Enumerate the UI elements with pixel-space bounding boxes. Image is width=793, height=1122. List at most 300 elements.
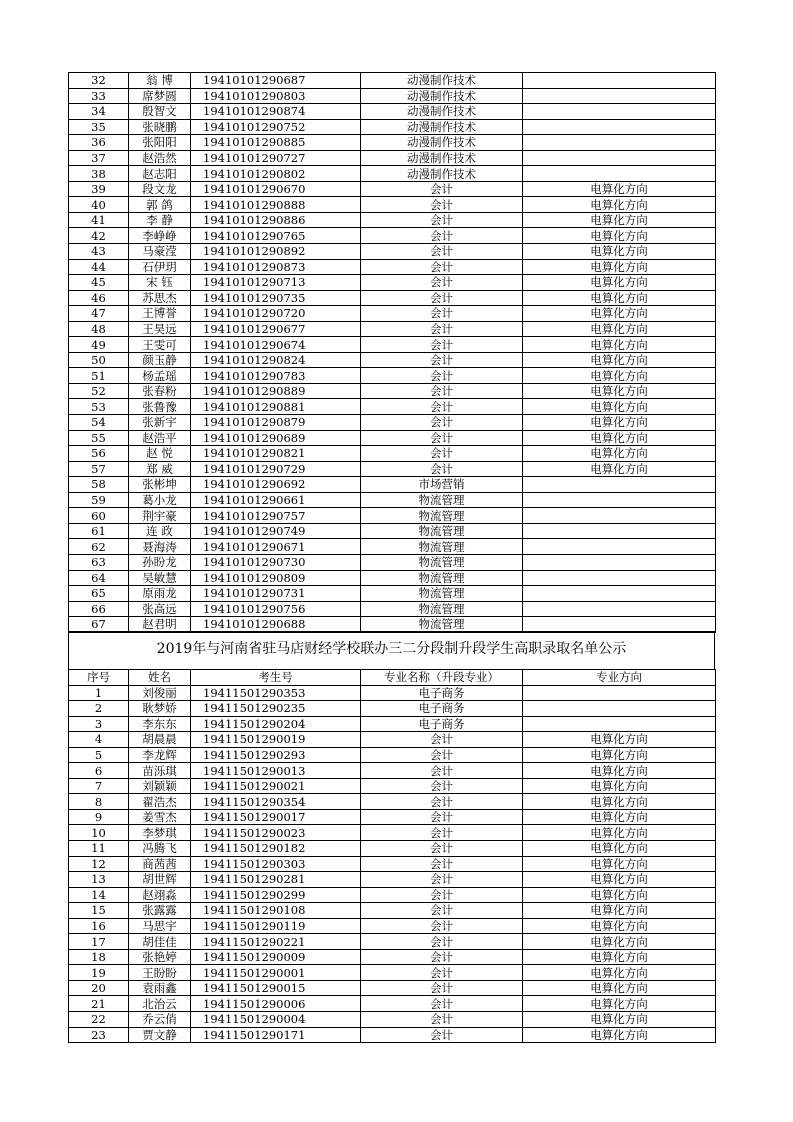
cell-no: 14 <box>69 887 129 903</box>
cell-major: 会计 <box>361 980 523 996</box>
cell-major: 动漫制作技术 <box>361 135 523 151</box>
cell-exam-id: 19411501290303 <box>191 856 361 872</box>
table-row <box>69 570 716 586</box>
table-row <box>69 523 716 539</box>
table-row <box>69 934 716 950</box>
cell-no: 32 <box>69 73 129 89</box>
table-row <box>69 244 716 260</box>
cell-no: 50 <box>69 352 129 368</box>
cell-no: 22 <box>69 1012 129 1028</box>
table-row <box>69 228 716 244</box>
cell-no: 49 <box>69 337 129 353</box>
cell-major: 物流管理 <box>361 586 523 602</box>
cell-exam-id: 19410101290765 <box>191 228 361 244</box>
cell-name: 杨孟瑶 <box>129 368 191 384</box>
cell-major: 物流管理 <box>361 617 523 633</box>
cell-major: 会计 <box>361 809 523 825</box>
cell-name: 席梦圆 <box>129 88 191 104</box>
cell-no: 12 <box>69 856 129 872</box>
cell-name: 赵浩然 <box>129 150 191 166</box>
cell-direction: 电算化方向 <box>523 778 716 794</box>
cell-name: 王雯可 <box>129 337 191 353</box>
cell-direction: 电算化方向 <box>523 197 716 213</box>
cell-name: 葛小龙 <box>129 492 191 508</box>
cell-name: 姜雪杰 <box>129 809 191 825</box>
cell-name: 苗泺琪 <box>129 763 191 779</box>
cell-exam-id: 19410101290879 <box>191 415 361 431</box>
cell-no: 2 <box>69 701 129 717</box>
cell-exam-id: 19410101290881 <box>191 399 361 415</box>
table-row <box>69 601 716 617</box>
table-row <box>69 135 716 151</box>
cell-name: 孙盼龙 <box>129 554 191 570</box>
cell-direction: 电算化方向 <box>523 949 716 965</box>
cell-exam-id: 19411501290353 <box>191 685 361 701</box>
cell-major: 会计 <box>361 337 523 353</box>
cell-direction: 电算化方向 <box>523 228 716 244</box>
cell-direction: 电算化方向 <box>523 1012 716 1028</box>
cell-major: 会计 <box>361 763 523 779</box>
cell-direction: 电算化方向 <box>523 918 716 934</box>
table-row <box>69 150 716 166</box>
cell-exam-id: 19410101290821 <box>191 446 361 462</box>
table-row <box>69 825 716 841</box>
table-row <box>69 732 716 748</box>
table-row <box>69 586 716 602</box>
table-row <box>69 399 716 415</box>
table-row <box>69 461 716 477</box>
table-row <box>69 554 716 570</box>
cell-exam-id: 19411501290354 <box>191 794 361 810</box>
cell-major: 会计 <box>361 430 523 446</box>
table-row <box>69 747 716 763</box>
cell-name: 连 政 <box>129 523 191 539</box>
cell-exam-id: 19410101290873 <box>191 259 361 275</box>
cell-no: 42 <box>69 228 129 244</box>
cell-major: 会计 <box>361 794 523 810</box>
cell-no: 36 <box>69 135 129 151</box>
cell-name: 张春粉 <box>129 383 191 399</box>
cell-no: 54 <box>69 415 129 431</box>
cell-exam-id: 19411501290004 <box>191 1012 361 1028</box>
cell-name: 冯腾飞 <box>129 841 191 857</box>
cell-no: 65 <box>69 586 129 602</box>
table-row <box>69 965 716 981</box>
cell-name: 李 静 <box>129 212 191 228</box>
cell-direction: 电算化方向 <box>523 794 716 810</box>
table-row <box>69 617 716 633</box>
cell-direction: 电算化方向 <box>523 259 716 275</box>
table-row <box>69 492 716 508</box>
table-row <box>69 903 716 919</box>
table-row <box>69 73 716 89</box>
cell-name: 李东东 <box>129 716 191 732</box>
cell-exam-id: 19410101290670 <box>191 181 361 197</box>
cell-exam-id: 19410101290687 <box>191 73 361 89</box>
cell-exam-id: 19411501290108 <box>191 903 361 919</box>
cell-direction: 电算化方向 <box>523 856 716 872</box>
table-row <box>69 887 716 903</box>
cell-no: 8 <box>69 794 129 810</box>
cell-direction: 电算化方向 <box>523 399 716 415</box>
cell-direction: 电算化方向 <box>523 368 716 384</box>
cell-direction: 电算化方向 <box>523 809 716 825</box>
cell-no: 15 <box>69 903 129 919</box>
cell-no: 4 <box>69 732 129 748</box>
cell-no: 40 <box>69 197 129 213</box>
cell-name: 张鲁豫 <box>129 399 191 415</box>
table-row <box>69 197 716 213</box>
cell-no: 5 <box>69 747 129 763</box>
table-body <box>69 685 716 1043</box>
cell-name: 乔云俏 <box>129 1012 191 1028</box>
table-row <box>69 275 716 291</box>
cell-exam-id: 19410101290885 <box>191 135 361 151</box>
cell-no: 61 <box>69 523 129 539</box>
cell-direction <box>523 104 716 120</box>
cell-exam-id: 19410101290752 <box>191 119 361 135</box>
cell-name: 胡世辉 <box>129 872 191 888</box>
cell-direction: 电算化方向 <box>523 352 716 368</box>
cell-exam-id: 19410101290783 <box>191 368 361 384</box>
cell-direction: 电算化方向 <box>523 980 716 996</box>
cell-direction: 电算化方向 <box>523 446 716 462</box>
table-row <box>69 368 716 384</box>
cell-major: 会计 <box>361 306 523 322</box>
cell-exam-id: 19411501290006 <box>191 996 361 1012</box>
cell-no: 18 <box>69 949 129 965</box>
cell-name: 赵 悦 <box>129 446 191 462</box>
cell-exam-id: 19410101290802 <box>191 166 361 182</box>
cell-no: 19 <box>69 965 129 981</box>
section-title: 2019年与河南省驻马店财经学校联办三二分段制升段学生高职录取名单公示 <box>156 641 627 657</box>
cell-name: 马豪滢 <box>129 244 191 260</box>
cell-direction <box>523 119 716 135</box>
table-row <box>69 794 716 810</box>
cell-name: 原雨龙 <box>129 586 191 602</box>
cell-exam-id: 19410101290692 <box>191 477 361 493</box>
cell-name: 荆宇豪 <box>129 508 191 524</box>
cell-no: 44 <box>69 259 129 275</box>
cell-direction: 电算化方向 <box>523 212 716 228</box>
cell-exam-id: 19411501290013 <box>191 763 361 779</box>
cell-exam-id: 19410101290713 <box>191 275 361 291</box>
cell-major: 电子商务 <box>361 716 523 732</box>
cell-name: 王盼盼 <box>129 965 191 981</box>
cell-exam-id: 19411501290019 <box>191 732 361 748</box>
cell-no: 64 <box>69 570 129 586</box>
cell-no: 51 <box>69 368 129 384</box>
cell-no: 34 <box>69 104 129 120</box>
cell-major: 会计 <box>361 446 523 462</box>
cell-major: 会计 <box>361 996 523 1012</box>
table-row <box>69 306 716 322</box>
table-row <box>69 763 716 779</box>
cell-direction: 电算化方向 <box>523 732 716 748</box>
cell-no: 39 <box>69 181 129 197</box>
cell-direction: 电算化方向 <box>523 934 716 950</box>
cell-exam-id: 19410101290689 <box>191 430 361 446</box>
cell-name: 刘俊丽 <box>129 685 191 701</box>
table-row <box>69 949 716 965</box>
table-row <box>69 918 716 934</box>
cell-name: 李峥峥 <box>129 228 191 244</box>
cell-no: 17 <box>69 934 129 950</box>
cell-major: 物流管理 <box>361 523 523 539</box>
cell-major: 会计 <box>361 887 523 903</box>
cell-no: 66 <box>69 601 129 617</box>
table-row <box>69 446 716 462</box>
cell-exam-id: 19410101290888 <box>191 197 361 213</box>
cell-no: 38 <box>69 166 129 182</box>
cell-name: 吴敏慧 <box>129 570 191 586</box>
table-row <box>69 685 716 701</box>
header-id: 考生号 <box>191 670 361 686</box>
table-row <box>69 980 716 996</box>
table-row <box>69 415 716 431</box>
cell-no: 3 <box>69 716 129 732</box>
cell-name: 王博誉 <box>129 306 191 322</box>
table-row <box>69 166 716 182</box>
cell-major: 物流管理 <box>361 539 523 555</box>
cell-no: 11 <box>69 841 129 857</box>
cell-major: 会计 <box>361 383 523 399</box>
cell-no: 46 <box>69 290 129 306</box>
cell-name: 赵志阳 <box>129 166 191 182</box>
cell-name: 胡晨晨 <box>129 732 191 748</box>
cell-direction <box>523 617 716 633</box>
cell-direction: 电算化方向 <box>523 965 716 981</box>
header-major: 专业名称（升段专业） <box>361 670 523 686</box>
cell-exam-id: 19411501290204 <box>191 716 361 732</box>
table-row <box>69 352 716 368</box>
cell-direction <box>523 716 716 732</box>
cell-major: 会计 <box>361 778 523 794</box>
cell-major: 会计 <box>361 244 523 260</box>
cell-major: 动漫制作技术 <box>361 150 523 166</box>
cell-name: 张新宇 <box>129 415 191 431</box>
cell-exam-id: 19410101290661 <box>191 492 361 508</box>
cell-exam-id: 19411501290015 <box>191 980 361 996</box>
cell-direction: 电算化方向 <box>523 383 716 399</box>
table-row <box>69 872 716 888</box>
cell-name: 袁雨鑫 <box>129 980 191 996</box>
cell-major: 电子商务 <box>361 685 523 701</box>
table-row <box>69 841 716 857</box>
cell-name: 张露露 <box>129 903 191 919</box>
cell-major: 物流管理 <box>361 570 523 586</box>
cell-no: 37 <box>69 150 129 166</box>
table-body <box>69 73 716 633</box>
cell-direction <box>523 508 716 524</box>
cell-major: 会计 <box>361 228 523 244</box>
cell-direction <box>523 73 716 89</box>
cell-no: 35 <box>69 119 129 135</box>
table-row <box>69 290 716 306</box>
cell-major: 会计 <box>361 259 523 275</box>
cell-direction: 电算化方向 <box>523 841 716 857</box>
cell-exam-id: 19410101290803 <box>191 88 361 104</box>
cell-exam-id: 19411501290023 <box>191 825 361 841</box>
cell-exam-id: 19411501290235 <box>191 701 361 717</box>
cell-no: 59 <box>69 492 129 508</box>
cell-name: 商茜茜 <box>129 856 191 872</box>
cell-name: 宋 钰 <box>129 275 191 291</box>
cell-name: 刘颖颖 <box>129 778 191 794</box>
cell-major: 物流管理 <box>361 601 523 617</box>
cell-name: 张彬坤 <box>129 477 191 493</box>
cell-no: 9 <box>69 809 129 825</box>
cell-exam-id: 19411501290281 <box>191 872 361 888</box>
cell-major: 会计 <box>361 732 523 748</box>
cell-major: 会计 <box>361 949 523 965</box>
cell-name: 张高远 <box>129 601 191 617</box>
cell-no: 58 <box>69 477 129 493</box>
admission-table-part1 <box>68 72 716 633</box>
cell-exam-id: 19410101290677 <box>191 321 361 337</box>
cell-major: 会计 <box>361 918 523 934</box>
cell-exam-id: 19410101290731 <box>191 586 361 602</box>
cell-no: 33 <box>69 88 129 104</box>
table-row <box>69 477 716 493</box>
cell-direction: 电算化方向 <box>523 337 716 353</box>
cell-name: 石伊玥 <box>129 259 191 275</box>
cell-major: 会计 <box>361 290 523 306</box>
cell-name: 耿梦娇 <box>129 701 191 717</box>
table-row <box>69 1012 716 1028</box>
cell-no: 57 <box>69 461 129 477</box>
cell-exam-id: 19411501290293 <box>191 747 361 763</box>
table-row <box>69 778 716 794</box>
cell-direction <box>523 539 716 555</box>
cell-name: 胡佳佳 <box>129 934 191 950</box>
cell-exam-id: 19410101290674 <box>191 337 361 353</box>
cell-name: 殷智文 <box>129 104 191 120</box>
cell-major: 物流管理 <box>361 554 523 570</box>
cell-name: 翁 博 <box>129 73 191 89</box>
table-row <box>69 88 716 104</box>
cell-name: 张晓鹏 <box>129 119 191 135</box>
cell-exam-id: 19410101290874 <box>191 104 361 120</box>
cell-exam-id: 19411501290001 <box>191 965 361 981</box>
cell-exam-id: 19411501290017 <box>191 809 361 825</box>
cell-major: 会计 <box>361 275 523 291</box>
header-no: 序号 <box>69 670 129 686</box>
table-row <box>69 181 716 197</box>
cell-exam-id: 19411501290119 <box>191 918 361 934</box>
cell-direction: 电算化方向 <box>523 763 716 779</box>
table-row <box>69 337 716 353</box>
cell-direction <box>523 586 716 602</box>
cell-name: 北治云 <box>129 996 191 1012</box>
cell-no: 1 <box>69 685 129 701</box>
cell-major: 会计 <box>361 965 523 981</box>
cell-direction <box>523 492 716 508</box>
cell-direction: 电算化方向 <box>523 461 716 477</box>
cell-exam-id: 19411501290221 <box>191 934 361 950</box>
table-row <box>69 383 716 399</box>
cell-exam-id: 19410101290892 <box>191 244 361 260</box>
table-row <box>69 856 716 872</box>
cell-exam-id: 19410101290886 <box>191 212 361 228</box>
cell-direction <box>523 570 716 586</box>
table-row <box>69 1027 716 1043</box>
table-header-row <box>69 670 716 686</box>
table-row <box>69 809 716 825</box>
cell-name: 王昊远 <box>129 321 191 337</box>
cell-exam-id: 19410101290671 <box>191 539 361 555</box>
cell-direction: 电算化方向 <box>523 321 716 337</box>
cell-no: 63 <box>69 554 129 570</box>
cell-major: 会计 <box>361 368 523 384</box>
cell-no: 23 <box>69 1027 129 1043</box>
cell-major: 会计 <box>361 321 523 337</box>
table-row <box>69 212 716 228</box>
cell-direction: 电算化方向 <box>523 275 716 291</box>
cell-major: 电子商务 <box>361 701 523 717</box>
cell-major: 会计 <box>361 212 523 228</box>
cell-major: 动漫制作技术 <box>361 104 523 120</box>
cell-direction: 电算化方向 <box>523 430 716 446</box>
cell-no: 62 <box>69 539 129 555</box>
table-row <box>69 716 716 732</box>
cell-major: 会计 <box>361 181 523 197</box>
cell-name: 段文龙 <box>129 181 191 197</box>
cell-name: 赵翊淼 <box>129 887 191 903</box>
cell-direction: 电算化方向 <box>523 1027 716 1043</box>
cell-major: 会计 <box>361 872 523 888</box>
cell-direction <box>523 477 716 493</box>
cell-no: 52 <box>69 383 129 399</box>
cell-exam-id: 19410101290735 <box>191 290 361 306</box>
cell-major: 会计 <box>361 415 523 431</box>
cell-major: 会计 <box>361 903 523 919</box>
cell-exam-id: 19410101290730 <box>191 554 361 570</box>
header-direction: 专业方向 <box>523 670 716 686</box>
table-row <box>69 539 716 555</box>
cell-no: 21 <box>69 996 129 1012</box>
cell-direction <box>523 601 716 617</box>
cell-no: 43 <box>69 244 129 260</box>
cell-no: 45 <box>69 275 129 291</box>
table-row <box>69 259 716 275</box>
cell-direction <box>523 701 716 717</box>
cell-exam-id: 19410101290688 <box>191 617 361 633</box>
cell-no: 20 <box>69 980 129 996</box>
cell-direction <box>523 150 716 166</box>
cell-major: 动漫制作技术 <box>361 119 523 135</box>
cell-major: 会计 <box>361 197 523 213</box>
cell-exam-id: 19410101290720 <box>191 306 361 322</box>
cell-major: 会计 <box>361 461 523 477</box>
cell-direction <box>523 685 716 701</box>
table-row <box>69 321 716 337</box>
cell-major: 物流管理 <box>361 508 523 524</box>
cell-name: 翟浩杰 <box>129 794 191 810</box>
cell-direction <box>523 523 716 539</box>
cell-major: 动漫制作技术 <box>361 73 523 89</box>
cell-direction: 电算化方向 <box>523 903 716 919</box>
cell-exam-id: 19410101290727 <box>191 150 361 166</box>
cell-major: 会计 <box>361 399 523 415</box>
admission-table-part2 <box>68 669 716 1043</box>
cell-no: 47 <box>69 306 129 322</box>
cell-name: 张阳阳 <box>129 135 191 151</box>
cell-direction: 电算化方向 <box>523 872 716 888</box>
cell-major: 会计 <box>361 1012 523 1028</box>
cell-name: 赵浩平 <box>129 430 191 446</box>
cell-major: 会计 <box>361 352 523 368</box>
